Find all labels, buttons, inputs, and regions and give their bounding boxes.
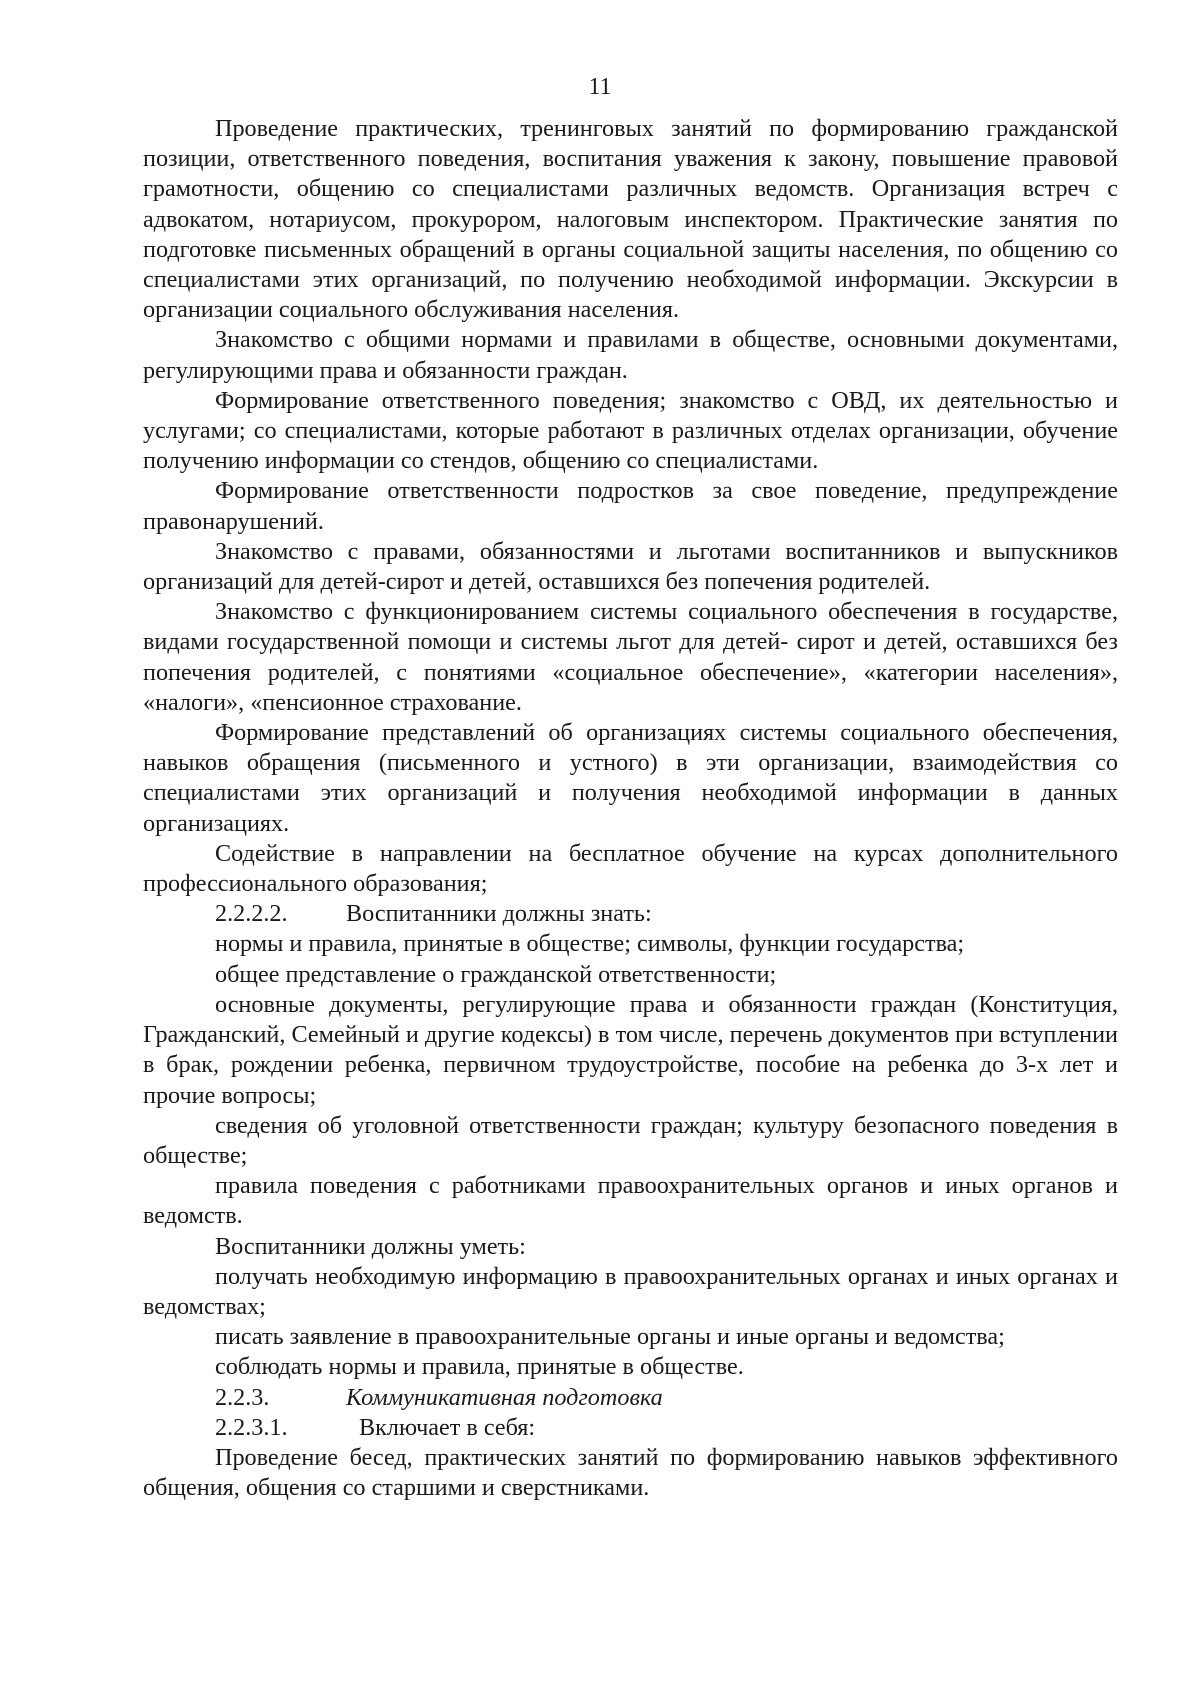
know-item: сведения об уголовной ответственности граждан; культуру безопасного поведения в обществе; [143,1111,1118,1169]
able-item: соблюдать нормы и правила, принятые в обществе. [215,1353,744,1381]
know-item: основные документы, регулирующие права и обязанности граждан (Конституция, Гражданский, Семейный и другие кодексы) в том числе, перечень документов при вступлении в брак, рождении ребенка, первичном трудоустройстве, пособие на ребенка до 3-х лет и прочие вопросы; [143,990,1118,1109]
section-heading-2231 [143,1413,1118,1443]
able-heading: Воспитанники должны уметь: [215,1232,526,1260]
paragraph-free-education: Содействие в направлении на бесплатное обучение на курсах дополнительного профессионального образования; [143,839,1118,898]
paragraph-rights-duties: Знакомство с правами, обязанностями и льготами воспитанников и выпускников организаций для детей-сирот и детей, оставшихся без попечения родителей. [143,537,1118,596]
section-number: 2.2.3. [215,1383,270,1411]
know-item: общее представление о гражданской ответственности; [215,960,777,988]
know-item: правила поведения с работниками правоохранительных органов и иных органов и ведомств. [143,1172,1118,1230]
section-title: Включает в себя: [359,1413,536,1441]
paragraph-social-security-system: Знакомство с функционированием системы социального обеспечения в государстве, видами государственной помощи и системы льгот для детей- сирот и детей, оставшихся без попечения родителей, с понятиями «социальное обеспечение», «категории населения», «налоги», «пенсионное страхование. [143,598,1118,716]
paragraph-teen-responsibility: Формирование ответственности подростков за свое поведение, предупреждение правонарушений. [143,477,1118,535]
able-item: получать необходимую информацию в правоохранительных органах и иных органах и ведомствах; [143,1262,1118,1320]
know-item: нормы и правила, принятые в обществе; символы, функции государства; [215,930,965,958]
section-heading-2222 [143,899,1118,929]
able-item: писать заявление в правоохранительные органы и иные органы и ведомства; [215,1323,1005,1351]
section-title: Воспитанники должны знать: [346,900,652,928]
paragraph-practical-training: Проведение практических, тренинговых занятий по формированию гражданской позиции, ответственного поведения, воспитания уважения к закону, повышение правовой грамотности, общению со специалистами различных ведомств. Организация встреч с адвокатом, нотариусом, прокурором, налоговым инспектором. Практические занятия по подготовке письменных обращений в органы социальной защиты населения, по общению со специалистами этих организаций, по получению необходимой информации. Экскурсии в организации социального обслуживания населения. [143,115,1118,324]
paragraph-norms-familiarization: Знакомство с общими нормами и правилами в обществе, основными документами, регулирующими права и обязанности граждан. [143,326,1118,384]
paragraph-organizations-ideas: Формирование представлений об организациях системы социального обеспечения, навыков обращения (письменного и устного) в эти организации, взаимодействия со специалистами этих организаций и получения необходимой информации в данных организациях. [143,719,1118,837]
paragraph-conversations: Проведение бесед, практических занятий по формированию навыков эффективного общения, общения со старшими и сверстниками. [143,1443,1118,1502]
section-number: 2.2.3.1. [215,1413,288,1441]
page-number: 11 [588,74,612,100]
section-number: 2.2.2.2. [215,900,288,928]
document-body [143,114,1118,1503]
section-title: Коммуникативная подготовка [346,1383,663,1411]
section-heading-223 [143,1383,1118,1413]
paragraph-responsible-behavior: Формирование ответственного поведения; знакомство с ОВД, их деятельностью и услугами; со специалистами, которые работают в различных отделах организации, обучение получению информации со стендов, общению со специалистами. [143,386,1118,475]
